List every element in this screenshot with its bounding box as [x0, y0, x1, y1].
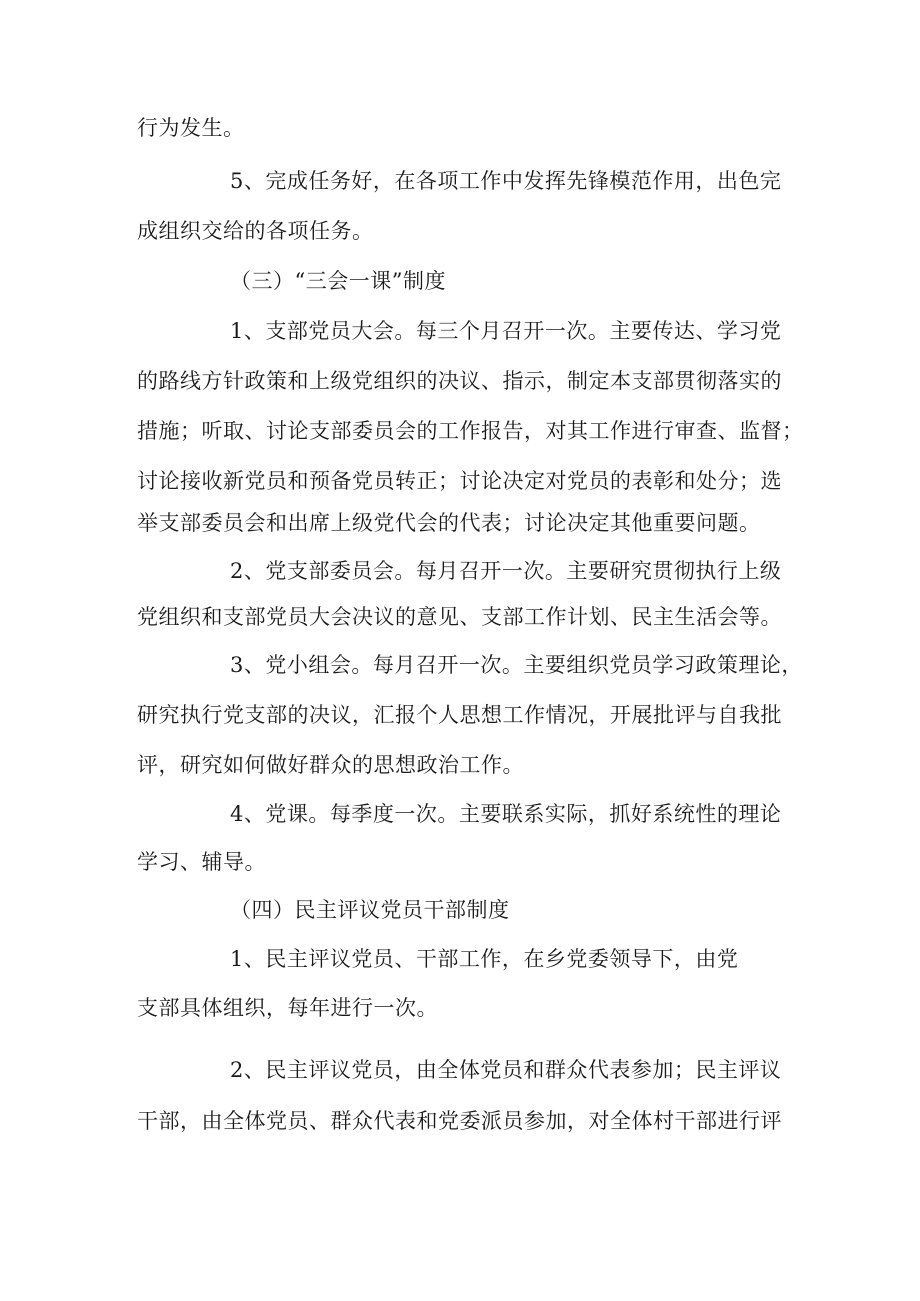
text-line: 5、完成任务好，在各项工作中发挥先锋模范作用，出色完 [230, 169, 782, 193]
text-line: 1、民主评议党员、干部工作，在乡党委领导下，由党 [230, 947, 739, 971]
text-line: 3、党小组会。每月召开一次。主要组织党员学习政策理论， [230, 653, 803, 677]
section-heading: （四）民主评议党员干部制度 [230, 898, 510, 922]
text-line: 学习、辅导。 [137, 850, 266, 874]
text-line: 行为发生。 [137, 116, 245, 140]
text-line: 4、党课。每季度一次。主要联系实际，抓好系统性的理论 [230, 802, 782, 826]
section-heading: （三）“三会一课”制度 [230, 269, 446, 293]
text-line: 支部具体组织，每年进行一次。 [137, 996, 438, 1020]
text-line: 干部，由全体党员、群众代表和党委派员参加，对全体村干部进行评 [137, 1109, 782, 1133]
text-line: 举支部委员会和出席上级党代会的代表；讨论决定其他重要问题。 [137, 511, 761, 535]
text-line: 评，研究如何做好群众的思想政治工作。 [137, 753, 524, 777]
text-line: 研究执行党支部的决议，汇报个人思想工作情况，开展批评与自我批 [137, 703, 782, 727]
text-line: 讨论接收新党员和预备党员转正；讨论决定对党员的表彰和处分；选 [137, 469, 782, 493]
text-line: 成组织交给的各项任务。 [137, 219, 374, 243]
text-line: 党组织和支部党员大会决议的意见、支部工作计划、民主生活会等。 [137, 605, 782, 629]
text-line: 措施；听取、讨论支部委员会的工作报告，对其工作进行审查、监督； [137, 419, 804, 443]
text-line: 2、党支部委员会。每月召开一次。主要研究贯彻执行上级 [230, 559, 782, 583]
text-line: 1、支部党员大会。每三个月召开一次。主要传达、学习党 [230, 319, 782, 343]
text-line: 的路线方针政策和上级党组织的决议、指示，制定本支部贯彻落实的 [137, 369, 782, 393]
text-line: 2、民主评议党员，由全体党员和群众代表参加；民主评议 [230, 1058, 782, 1082]
